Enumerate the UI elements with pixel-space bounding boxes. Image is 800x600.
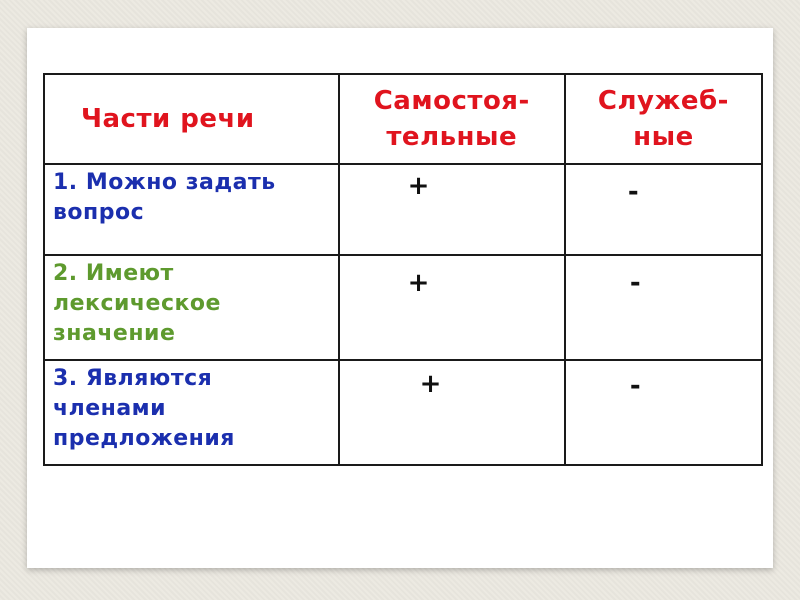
auxiliary-cell [565, 255, 762, 360]
parts-of-speech-table [43, 73, 763, 466]
criterion-line: значение [53, 321, 176, 346]
independent-mark: + [419, 369, 442, 399]
criterion-line: 3. Являются [53, 366, 213, 391]
header-independent-line-2: тельные [386, 122, 518, 152]
criterion-cell [44, 360, 339, 465]
independent-mark: + [407, 268, 430, 298]
slide [27, 28, 773, 568]
auxiliary-mark: - [627, 177, 639, 207]
criterion-cell [44, 164, 339, 255]
auxiliary-cell [565, 164, 762, 255]
criterion-line: предложения [53, 426, 235, 451]
criterion-line: 1. Можно задать [53, 170, 276, 195]
independent-mark: + [407, 171, 430, 201]
criterion-line: лексическое [53, 291, 221, 316]
table-row [44, 255, 762, 360]
auxiliary-cell [565, 360, 762, 465]
criterion-line: членами [53, 396, 167, 421]
header-auxiliary [565, 74, 762, 164]
header-auxiliary-line-2: ные [633, 122, 694, 152]
independent-cell [339, 255, 565, 360]
table-row [44, 360, 762, 465]
header-parts-of-speech [44, 74, 339, 164]
independent-cell [339, 164, 565, 255]
header-independent-line-1: Самостоя- [373, 86, 530, 116]
criterion-line: вопрос [53, 200, 145, 225]
criterion-cell [44, 255, 339, 360]
table-row [44, 164, 762, 255]
criterion-line: 2. Имеют [53, 261, 174, 286]
independent-cell [339, 360, 565, 465]
auxiliary-mark: - [629, 371, 641, 401]
header-independent [339, 74, 565, 164]
header-parts-of-speech-text: Части речи [81, 104, 255, 134]
auxiliary-mark: - [629, 268, 641, 298]
header-auxiliary-line-1: Служеб- [597, 86, 729, 116]
table-header-row [44, 74, 762, 164]
